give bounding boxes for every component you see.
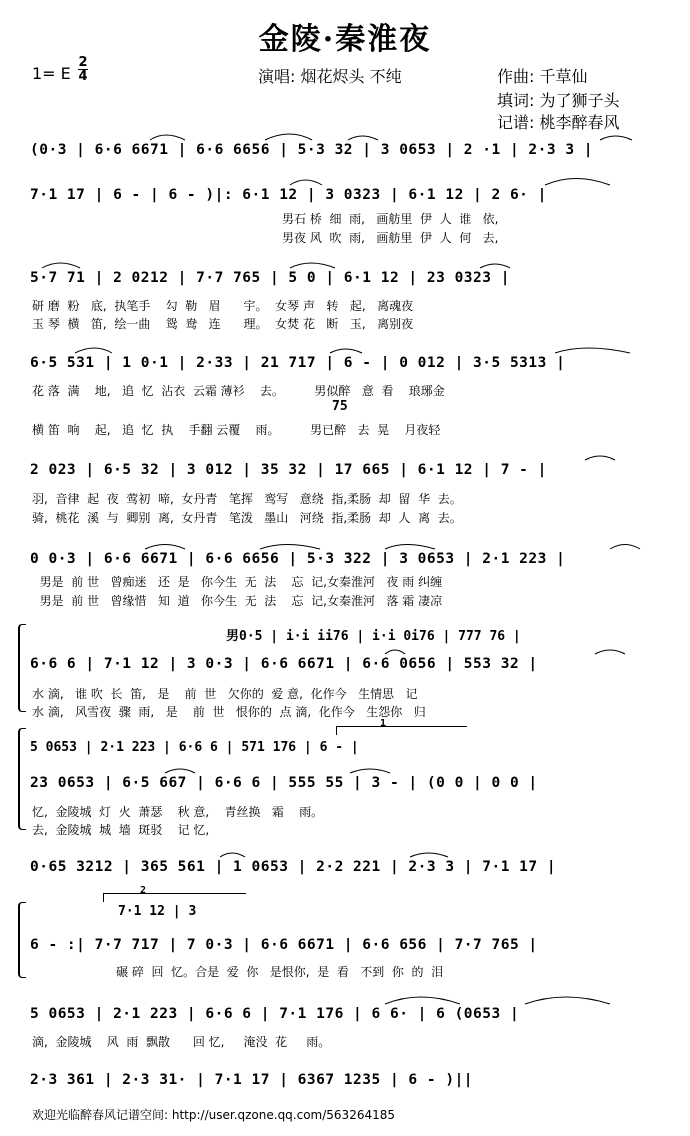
notation-line-11: 5 0653 | 2·1 223 | 6·6 6 | 7·1 176 | 6 6· | 6 (0653 | xyxy=(30,1006,520,1022)
lyric-line: 滴, 金陵城 风 雨 飘散 回 忆, 淹没 花 雨。 xyxy=(32,1035,331,1049)
lyric-line: 去, 金陵城 城 墙 斑驳 记 忆, xyxy=(32,823,210,837)
notation-line-12: 2·3 361 | 2·3 31· | 7·1 17 | 6367 1235 | 6 - )|| xyxy=(30,1072,474,1088)
slur xyxy=(75,348,112,353)
slur xyxy=(385,545,435,550)
lyric-line: 男是 前 世 曾缘惜 知 道 你今生 无 法 忘 记,女秦淮河 落 霜 凄凉 xyxy=(32,594,443,608)
lyric-line: 男石 桥 细 雨, 画舫里 伊 人 谁 依, xyxy=(282,212,499,226)
notation-line-1: (0·3 | 6·6 6671 | 6·6 6656 | 5·3 32 | 3 0653 | 2 ·1 | 2·3 3 | xyxy=(30,142,594,158)
slur xyxy=(220,853,245,857)
upper-voice-notes: 男0·5 | i·i ii76 | i·i 0i76 | 777 76 | xyxy=(226,629,521,644)
notation-line-10: 6 - :| 7·7 717 | 7 0·3 | 6·6 6671 | 6·6 656 | 7·7 765 | xyxy=(30,937,538,953)
notation-line-6: 0 0·3 | 6·6 6671 | 6·6 6656 | 5·3 322 | 3 0653 | 2·1 223 | xyxy=(30,551,566,567)
slur xyxy=(165,769,195,773)
meter-numerator: 2 xyxy=(78,55,88,70)
singer-credit: 演唱: 烟花烬头 不纯 xyxy=(258,67,402,86)
lyric-line: 横 笛 响 起, 追 忆 执 手翻 云覆 雨。 男已醉 去 晃 月夜轻 xyxy=(32,423,441,437)
notation-line-3: 5·7 71 | 2 0212 | 7·7 765 | 5 0 | 6·1 12 | 23 0323 | xyxy=(30,270,510,286)
slur xyxy=(290,263,335,268)
slur xyxy=(290,180,322,185)
slur xyxy=(42,263,80,268)
slur xyxy=(410,853,448,857)
lyricist-credit: 填词: 为了狮子头 xyxy=(497,91,620,110)
slur xyxy=(385,650,405,654)
song-title: 金陵·秦淮夜 xyxy=(258,22,432,57)
slur xyxy=(555,348,630,353)
slur xyxy=(545,179,610,186)
slur xyxy=(150,135,185,140)
lyric-line: 羽, 音律 起 夜 莺初 啼, 女丹青 笔挥 鸾写 意绕 指,柔肠 却 留 华 去。 xyxy=(32,492,462,506)
slur xyxy=(480,264,510,268)
slur xyxy=(265,134,312,140)
slur xyxy=(385,997,460,1004)
notation-line-8: 23 0653 | 6·5 667 | 6·6 6 | 555 55 | 3 - | (0 0 | 0 0 | xyxy=(30,775,538,791)
key-signature: 1= E xyxy=(32,64,71,83)
notation-line-4: 6·5 531 | 1 0·1 | 2·33 | 21 717 | 6 - | 0 012 | 3·5 5313 | xyxy=(30,355,566,371)
lyric-line: 玉 琴 横 笛, 绘一曲 鸳 鸯 连 理。 女焚 花 断 玉, 离别夜 xyxy=(32,317,414,331)
slur xyxy=(600,136,632,140)
lyric-line: 骑, 桃花 溪 与 卿别 离, 女丹青 笔泼 墨山 河绕 指,柔肠 却 人 离 去。 xyxy=(32,511,462,525)
upper-voice-notes: 7·1 12 | 3 xyxy=(118,904,197,919)
alt-notes: 75 xyxy=(332,399,348,414)
lyric-line: 水 滴, 谁 吹 长 笛, 是 前 世 欠你的 爱 意, 化作今 生情思 记 xyxy=(32,687,418,701)
notation-line-5: 2 023 | 6·5 32 | 3 012 | 35 32 | 17 665 | 6·1 12 | 7 - | xyxy=(30,462,547,478)
lyric-line: 碾 碎 回 忆。合是 爱 你 是恨你, 是 看 不到 你 的 泪 xyxy=(116,965,444,979)
lyric-line: 研 磨 粉 底, 执笔手 勾 勒 眉 宇。 女琴 声 转 起, 离魂夜 xyxy=(32,299,414,313)
notation-line-9: 0·65 3212 | 365 561 | 1 0653 | 2·2 221 | 2·3 3 | 7·1 17 | xyxy=(30,859,557,875)
slur xyxy=(585,456,615,460)
lyric-line: 男是 前 世 曾痴迷 还 是 你今生 无 法 忘 记,女秦淮河 夜 雨 纠缠 xyxy=(32,575,443,589)
upper-voice-notes: 5 0653 | 2·1 223 | 6·6 6 | 571 176 | 6 - | xyxy=(30,740,359,755)
lyric-line: 忆, 金陵城 灯 火 萧瑟 秋 意, 青丝换 霜 雨。 xyxy=(32,805,324,819)
meter-denominator: 4 xyxy=(78,69,88,84)
notation-line-7: 6·6 6 | 7·1 12 | 3 0·3 | 6·6 6671 | 6·6 0656 | 553 32 | xyxy=(30,656,538,672)
notation-line-2: 7·1 17 | 6 - | 6 - )|: 6·1 12 | 3 0323 | 6·1 12 | 2 6· | xyxy=(30,187,547,203)
slur xyxy=(350,769,390,773)
volta-number: 2 xyxy=(140,885,147,896)
slur xyxy=(525,997,610,1004)
slur xyxy=(330,349,362,353)
slur xyxy=(595,650,625,654)
slur xyxy=(610,545,640,550)
volta-number: 1 xyxy=(380,718,387,729)
slur xyxy=(145,545,185,550)
lyric-line: 水 滴, 风雪夜 骤 雨, 是 前 世 恨你的 点 滴, 化作今 生怨你 归 xyxy=(32,705,426,719)
slur xyxy=(260,545,320,550)
transcriber-credit: 记谱: 桃李醉春风 xyxy=(497,113,620,132)
footer-link-text: 欢迎光临醉春风记谱空间: http://user.qzone.qq.com/563264185 xyxy=(32,1108,396,1122)
lyric-line: 花 落 满 地, 追 忆 沾衣 云霜 薄衫 去。 男似醉 意 看 琅琊金 xyxy=(32,384,445,398)
lyric-line: 男夜 风 吹 雨, 画舫里 伊 人 何 去, xyxy=(282,231,499,245)
composer-credit: 作曲: 千草仙 xyxy=(497,67,588,86)
slur xyxy=(348,136,378,140)
